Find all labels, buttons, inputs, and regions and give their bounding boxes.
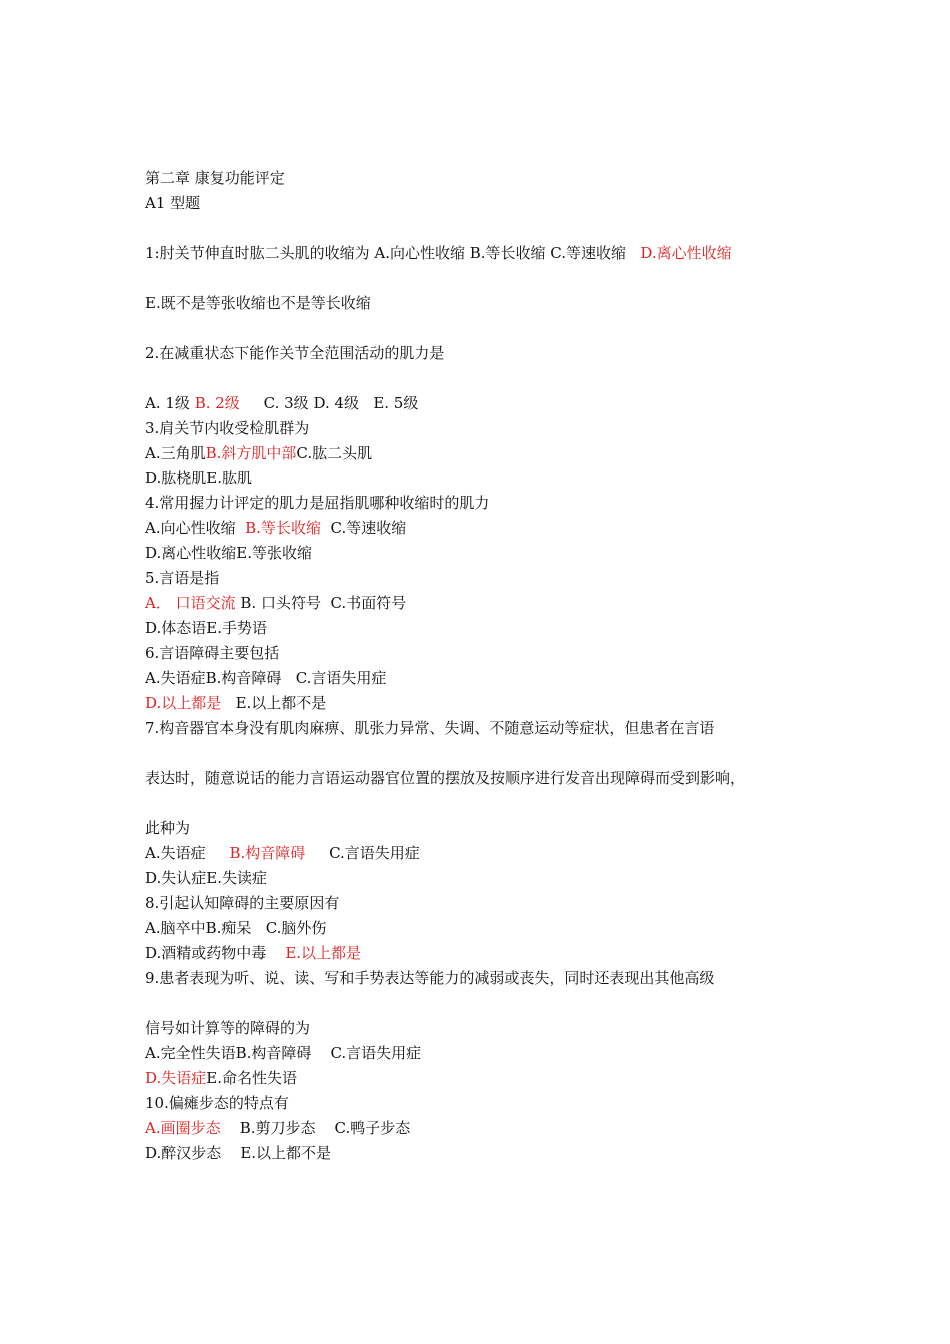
option-c: C.言语失用症 [329,844,420,862]
correct-answer: B. 2级 [194,394,240,412]
correct-answer: B.等长收缩 [245,519,321,537]
option-a: A.失语症 [145,844,206,862]
question-2: 2.在减重状态下能作关节全范围活动的肌力是 [145,344,445,362]
question-8: 8.引起认知障碍的主要原因有 [145,894,340,912]
option-d: D.酒精或药物中毒 [145,944,267,962]
question-10: 10.偏瘫步态的特点有 [145,1094,289,1112]
option-bc: B.剪刀步态 C.鸭子步态 [239,1119,411,1137]
question-2-options [145,393,418,413]
chapter-title: 第二章 康复功能评定 [145,169,285,187]
question-7-line-1: 7.构音器官本身没有肌肉麻痹、肌张力异常、失调、不随意运动等症状，但患者在言语 [145,719,715,737]
option-a: A. 1级 [145,394,190,412]
question-1 [145,243,732,263]
question-7-options-de: D.失认症E.失读症 [145,869,267,887]
correct-answer: B.斜方肌中部 [205,444,297,462]
question-4: 4.常用握力计评定的肌力是屈指肌哪种收缩时的肌力 [145,494,490,512]
option-a: A.三角肌 [145,444,206,462]
option-rest: C. 3级 D. 4级 E. 5级 [263,394,419,412]
question-5: 5.言语是指 [145,569,220,587]
option-a: A.向心性收缩 [145,519,236,537]
question-3-options-de: D.肱桡肌E.肱肌 [145,469,252,487]
question-9-options-de [145,1068,297,1088]
question-7-line-3: 此种为 [145,819,191,837]
question-9-line-2: 信号如计算等的障碍的为 [145,1019,311,1037]
question-6-options-abc: A.失语症B.构音障碍 C.言语失用症 [145,669,387,687]
correct-answer: A.画圈步态 [145,1119,221,1137]
option-bc: B. 口头符号 C.书面符号 [240,594,407,612]
correct-answer: D.离心性收缩 [640,244,732,262]
correct-answer: D.失语症 [145,1069,207,1087]
correct-answer: B.构音障碍 [229,844,306,862]
question-7-line-2: 表达时，随意说话的能力言语运动器官位置的摆放及按顺序进行发音出现障碍而受到影响， [145,769,746,787]
option-c: C.肱二头肌 [296,444,373,462]
question-1-option-e: E.既不是等张收缩也不是等长收缩 [145,294,371,312]
correct-answer: E.以上都是 [285,944,362,962]
question-10-options-de: D.醉汉步态 E.以上都不是 [145,1144,332,1162]
question-text: 1:肘关节伸直时肱二头肌的收缩为 A.向心性收缩 B.等长收缩 C.等速收缩 [145,244,627,262]
section-type: A1 型题 [145,194,201,212]
question-5-options-abc [145,593,406,613]
question-8-options-de [145,943,361,963]
option-e: E.命名性失语 [206,1069,297,1087]
option-e: E.以上都不是 [235,694,327,712]
question-3-options-abc [145,443,372,463]
question-10-options-abc [145,1118,410,1138]
correct-answer: D.以上都是 [145,694,222,712]
question-3: 3.肩关节内收受检肌群为 [145,419,310,437]
option-c: C.等速收缩 [330,519,407,537]
question-6-options-de [145,693,326,713]
correct-answer: A． 口语交流 [145,594,236,612]
question-5-options-de: D.体态语E.手势语 [145,619,267,637]
question-8-options-abc: A.脑卒中B.痴呆 C.脑外伤 [145,919,327,937]
question-4-options-de: D.离心性收缩E.等张收缩 [145,544,312,562]
question-7-options-abc [145,843,420,863]
question-4-options-abc [145,518,406,538]
question-9-options-abc: A.完全性失语B.构音障碍 C.言语失用症 [145,1044,422,1062]
question-9-line-1: 9.患者表现为听、说、读、写和手势表达等能力的减弱或丧失，同时还表现出其他高级 [145,969,715,987]
question-6: 6.言语障碍主要包括 [145,644,280,662]
